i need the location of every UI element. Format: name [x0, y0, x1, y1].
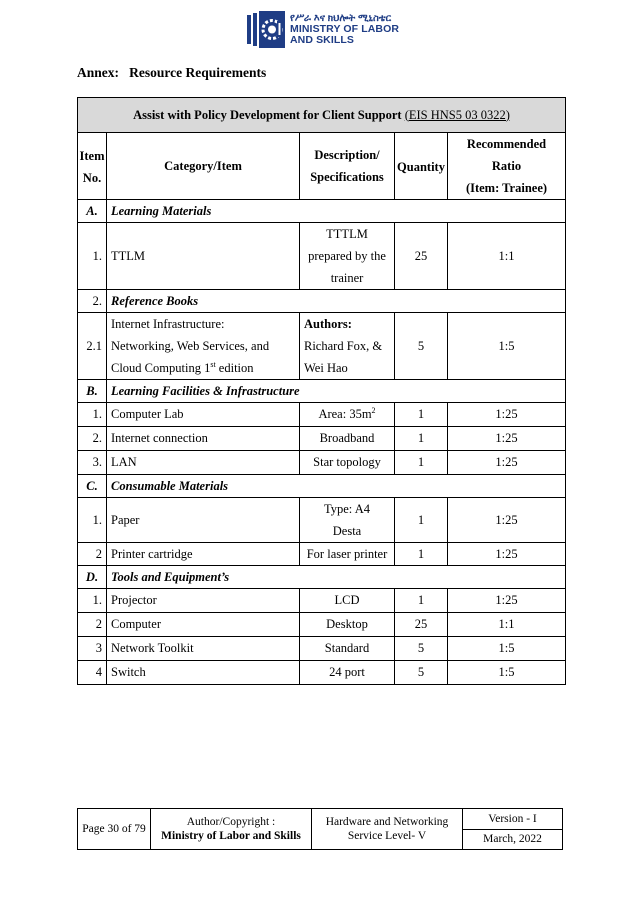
table-row	[78, 498, 566, 543]
header-desc-l1: Description/	[314, 148, 380, 162]
item-no: 1.	[78, 498, 107, 543]
item-ratio: 1:25	[448, 543, 566, 566]
item-name: Projector	[107, 589, 300, 613]
table-row	[78, 403, 566, 427]
item-line	[111, 357, 295, 379]
item-quantity: 25	[395, 613, 448, 637]
section-title: Learning Facilities & Infrastructure	[107, 380, 566, 403]
header-ratio-l1: Recommended	[466, 137, 547, 151]
item-quantity: 1	[395, 427, 448, 451]
item-no: 1.	[78, 403, 107, 427]
desc-line: Desta	[332, 524, 362, 538]
table-row	[78, 427, 566, 451]
author-name: Ministry of Labor and Skills	[161, 830, 301, 842]
table-title-row	[78, 98, 566, 133]
page-footer	[77, 808, 563, 850]
item-description: Broadband	[300, 427, 395, 451]
header-category: Category/Item	[107, 133, 300, 200]
header-ratio-l2: Ratio	[491, 159, 522, 173]
section-letter: B.	[78, 380, 107, 403]
section-title: Learning Materials	[107, 200, 566, 223]
item-no: 3	[78, 637, 107, 661]
item-no: 3.	[78, 451, 107, 475]
section-row-b	[78, 380, 566, 403]
item-no: 4	[78, 661, 107, 685]
table-row	[78, 313, 566, 380]
header-desc-l2: Specifications	[310, 170, 384, 184]
item-no: 2	[78, 613, 107, 637]
item-quantity: 5	[395, 661, 448, 685]
item-name: Paper	[107, 498, 300, 543]
item-quantity: 5	[395, 637, 448, 661]
section-letter: C.	[78, 475, 107, 498]
section-letter: D.	[78, 566, 107, 589]
desc-line: Type: A4	[324, 502, 370, 516]
ordinal-suffix: st	[210, 359, 216, 369]
page-number: Page 30 of 79	[78, 809, 151, 850]
item-ratio: 1:5	[448, 637, 566, 661]
item-description	[300, 313, 395, 380]
item-no: 2.	[78, 427, 107, 451]
item-name: Internet connection	[107, 427, 300, 451]
table-row	[78, 543, 566, 566]
logo-amharic-name: የሥራ እና ክህሎት ሚኒስቴር	[290, 13, 392, 24]
item-description: Standard	[300, 637, 395, 661]
table-row	[78, 661, 566, 685]
header-ratio	[448, 133, 566, 200]
item-ratio: 1:25	[448, 498, 566, 543]
item-description: Star topology	[300, 451, 395, 475]
logo-english-line-2: AND SKILLS	[290, 34, 354, 46]
item-no: 1.	[78, 589, 107, 613]
item-description: Desktop	[300, 613, 395, 637]
item-no: 2.	[78, 290, 107, 313]
table-title-cell	[78, 98, 566, 133]
item-quantity: 5	[395, 313, 448, 380]
item-name: Reference Books	[107, 290, 566, 313]
item-quantity: 1	[395, 451, 448, 475]
item-quantity: 1	[395, 543, 448, 566]
ministry-logo	[247, 11, 399, 48]
header-item-no	[78, 133, 107, 200]
item-description: 24 port	[300, 661, 395, 685]
table-row	[78, 451, 566, 475]
header-item-l1: Item	[79, 149, 105, 163]
item-ratio: 1:25	[448, 451, 566, 475]
item-ratio: 1:5	[448, 661, 566, 685]
course-line-1: Hardware and Networking	[325, 816, 449, 828]
item-quantity: 1	[395, 403, 448, 427]
table-row	[78, 637, 566, 661]
item-quantity: 25	[395, 223, 448, 290]
item-no: 2	[78, 543, 107, 566]
item-name: Computer	[107, 613, 300, 637]
logo-english-line-1: MINISTRY OF LABOR	[290, 23, 400, 35]
desc-line: prepared by the	[308, 249, 386, 263]
item-ratio: 1:25	[448, 427, 566, 451]
item-name: Computer Lab	[107, 403, 300, 427]
section-letter: A.	[78, 200, 107, 223]
column-header-row	[78, 133, 566, 200]
course-cell	[312, 809, 463, 850]
desc-line: trainer	[330, 271, 364, 285]
item-name: Printer cartridge	[107, 543, 300, 566]
item-description	[300, 223, 395, 290]
item-line: Networking, Web Services, and	[111, 339, 270, 353]
item-description	[300, 403, 395, 427]
item-ratio: 1:5	[448, 313, 566, 380]
table-row	[78, 613, 566, 637]
table-row	[78, 589, 566, 613]
item-name: LAN	[107, 451, 300, 475]
item-no: 2.1	[78, 313, 107, 380]
table-title: Assist with Policy Development for Client Support	[133, 107, 402, 122]
table-row	[78, 290, 566, 313]
item-name: Network Toolkit	[107, 637, 300, 661]
header-description	[300, 133, 395, 200]
version: Version - I	[463, 809, 563, 830]
logo-text	[290, 13, 399, 46]
item-ratio: 1:25	[448, 403, 566, 427]
unit-code: (EIS HNS5 03 0322)	[404, 107, 510, 122]
desc-line: TTTLM	[326, 227, 368, 241]
desc-text: Area: 35m	[318, 407, 372, 421]
header-ratio-l3: (Item: Trainee)	[465, 181, 548, 195]
item-name: TTLM	[107, 223, 300, 290]
section-row-d	[78, 566, 566, 589]
item-ratio: 1:1	[448, 613, 566, 637]
item-no: 1.	[78, 223, 107, 290]
item-name	[107, 313, 300, 380]
section-title: Tools and Equipment’s	[107, 566, 566, 589]
item-ratio: 1:25	[448, 589, 566, 613]
item-line: Internet Infrastructure:	[111, 317, 225, 331]
item-line-text: Cloud Computing 1	[111, 361, 211, 375]
item-name: Switch	[107, 661, 300, 685]
item-ratio: 1:1	[448, 223, 566, 290]
section-row-c	[78, 475, 566, 498]
desc-line: Authors:	[304, 317, 352, 331]
author-label: Author/Copyright :	[186, 816, 276, 828]
ministry-emblem-icon	[247, 11, 287, 48]
resource-requirements-table	[77, 97, 566, 685]
table-row	[78, 223, 566, 290]
header-quantity: Quantity	[395, 133, 448, 200]
desc-line: Richard Fox, &	[304, 339, 383, 353]
item-line-text: edition	[215, 361, 254, 375]
item-description	[300, 498, 395, 543]
unit-superscript: 2	[371, 405, 376, 415]
item-quantity: 1	[395, 498, 448, 543]
item-description: LCD	[300, 589, 395, 613]
section-row-a	[78, 200, 566, 223]
author-cell	[151, 809, 312, 850]
section-title: Consumable Materials	[107, 475, 566, 498]
annex-title: Annex: Resource Requirements	[77, 65, 267, 80]
desc-line: Wei Hao	[304, 361, 348, 375]
date: March, 2022	[463, 829, 563, 850]
course-line-2: Service Level- V	[347, 830, 427, 842]
item-description: For laser printer	[300, 543, 395, 566]
item-quantity: 1	[395, 589, 448, 613]
header-item-l2: No.	[82, 171, 102, 185]
